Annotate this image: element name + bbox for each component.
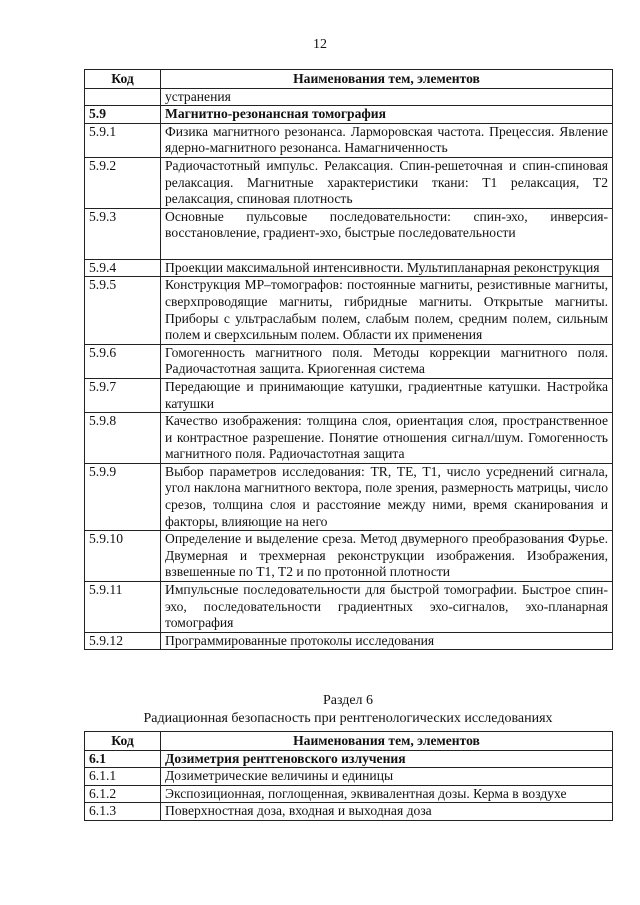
table-row bbox=[85, 208, 613, 259]
table-header-row bbox=[85, 70, 613, 89]
row-code: 6.1.2 bbox=[85, 785, 161, 803]
table-row bbox=[85, 277, 613, 344]
row-code: 6.1.1 bbox=[85, 768, 161, 786]
header-topics: Наименования тем, элементов bbox=[161, 70, 613, 89]
row-code: 6.1.3 bbox=[85, 803, 161, 821]
row-text: Качество изображения: толщина слоя, ориентация слоя, пространственное и контрастное разрешение. Понятие отношения сигнал/шум. Гомогенность магнитного поля. Радиочастотная защита bbox=[161, 413, 613, 464]
row-text: Экспозиционная, поглощенная, эквивалентная дозы. Керма в воздухе bbox=[161, 785, 613, 803]
row-text: Передающие и принимающие катушки, градиентные катушки. Настройка катушки bbox=[161, 378, 613, 412]
table-row bbox=[85, 463, 613, 530]
table-row bbox=[85, 344, 613, 378]
row-text: Дозиметрия рентгеновского излучения bbox=[161, 750, 613, 768]
row-code: 5.9.4 bbox=[85, 259, 161, 277]
row-code: 5.9.8 bbox=[85, 413, 161, 464]
row-code: 6.1 bbox=[85, 750, 161, 768]
table-header-row bbox=[85, 732, 613, 751]
table-row bbox=[85, 378, 613, 412]
row-text: устранения bbox=[161, 88, 613, 106]
table-row bbox=[85, 413, 613, 464]
row-code: 5.9.12 bbox=[85, 632, 161, 650]
table-row-section bbox=[85, 106, 613, 124]
row-code: 5.9.1 bbox=[85, 123, 161, 157]
row-code: 5.9.10 bbox=[85, 531, 161, 582]
row-code: 5.9.7 bbox=[85, 378, 161, 412]
row-text: Импульсные последовательности для быстрой томографии. Быстрое спин-эхо, последовательности градиентных эхо-сигналов, эхо-планарная томография bbox=[161, 582, 613, 633]
table-row-section bbox=[85, 750, 613, 768]
table-row bbox=[85, 785, 613, 803]
table-row bbox=[85, 803, 613, 821]
row-text: Проекции максимальной интенсивности. Мультипланарная реконструкция bbox=[161, 259, 613, 277]
topics-table-section-6 bbox=[84, 731, 613, 821]
row-text: Определение и выделение среза. Метод двумерного преобразования Фурье. Двумерная и трехмерная реконструкции изображения. Изображения, взвешенные по T1, T2 и по протонной плотности bbox=[161, 531, 613, 582]
row-text: Выбор параметров исследования: TR, TE, T1, число усреднений сигнала, угол наклона магнитного вектора, поле зрения, размерность матрицы, число срезов, толщина слоя и расстояние между ними, время сканирования и факторы, влияющие на него bbox=[161, 463, 613, 530]
table-row bbox=[85, 768, 613, 786]
section-subtitle: Радиационная безопасность при рентгенологических исследованиях bbox=[143, 711, 553, 726]
table-row bbox=[85, 531, 613, 582]
table-row bbox=[85, 88, 613, 106]
row-text: Магнитно-резонансная томография bbox=[161, 106, 613, 124]
row-text: Конструкция МР–томографов: постоянные магниты, резистивные магниты, сверхпроводящие магниты, гибридные магниты. Открытые магниты. Приборы с ультраслабым полем, слабым полем, средним полем, сильным полем и сверхсильным полем. Области их применения bbox=[161, 277, 613, 344]
topics-table-section-5 bbox=[84, 69, 613, 650]
row-code: 5.9.11 bbox=[85, 582, 161, 633]
row-text: Гомогенность магнитного поля. Методы коррекции магнитного поля. Радиочастотная защита. Криогенная система bbox=[161, 344, 613, 378]
row-text: Поверхностная доза, входная и выходная доза bbox=[161, 803, 613, 821]
row-code: 5.9.9 bbox=[85, 463, 161, 530]
table-row bbox=[85, 157, 613, 208]
row-code bbox=[85, 88, 161, 106]
table-row bbox=[85, 582, 613, 633]
header-code: Код bbox=[85, 70, 161, 89]
row-text: Радиочастотный импульс. Релаксация. Спин-решеточная и спин-спиновая релаксация. Магнитные характеристики ткани: T1 релаксация, T2 релаксация, спиновая плотность bbox=[161, 157, 613, 208]
page-number: 12 bbox=[313, 37, 327, 52]
row-code: 5.9.2 bbox=[85, 157, 161, 208]
header-code: Код bbox=[85, 732, 161, 751]
row-text: Дозиметрические величины и единицы bbox=[161, 768, 613, 786]
header-topics: Наименования тем, элементов bbox=[161, 732, 613, 751]
row-code: 5.9.3 bbox=[85, 208, 161, 259]
row-code: 5.9.5 bbox=[85, 277, 161, 344]
row-text: Программированные протоколы исследования bbox=[161, 632, 613, 650]
table-row bbox=[85, 632, 613, 650]
row-text: Физика магнитного резонанса. Ларморовская частота. Прецессия. Явление ядерно-магнитного резонанса. Намагниченность bbox=[161, 123, 613, 157]
section-title: Раздел 6 bbox=[322, 693, 374, 708]
row-code: 5.9.6 bbox=[85, 344, 161, 378]
table-row bbox=[85, 123, 613, 157]
table-row bbox=[85, 259, 613, 277]
row-text: Основные пульсовые последовательности: спин-эхо, инверсия-восстановление, градиент-эхо, быстрые последовательности bbox=[161, 208, 613, 259]
row-code: 5.9 bbox=[85, 106, 161, 124]
